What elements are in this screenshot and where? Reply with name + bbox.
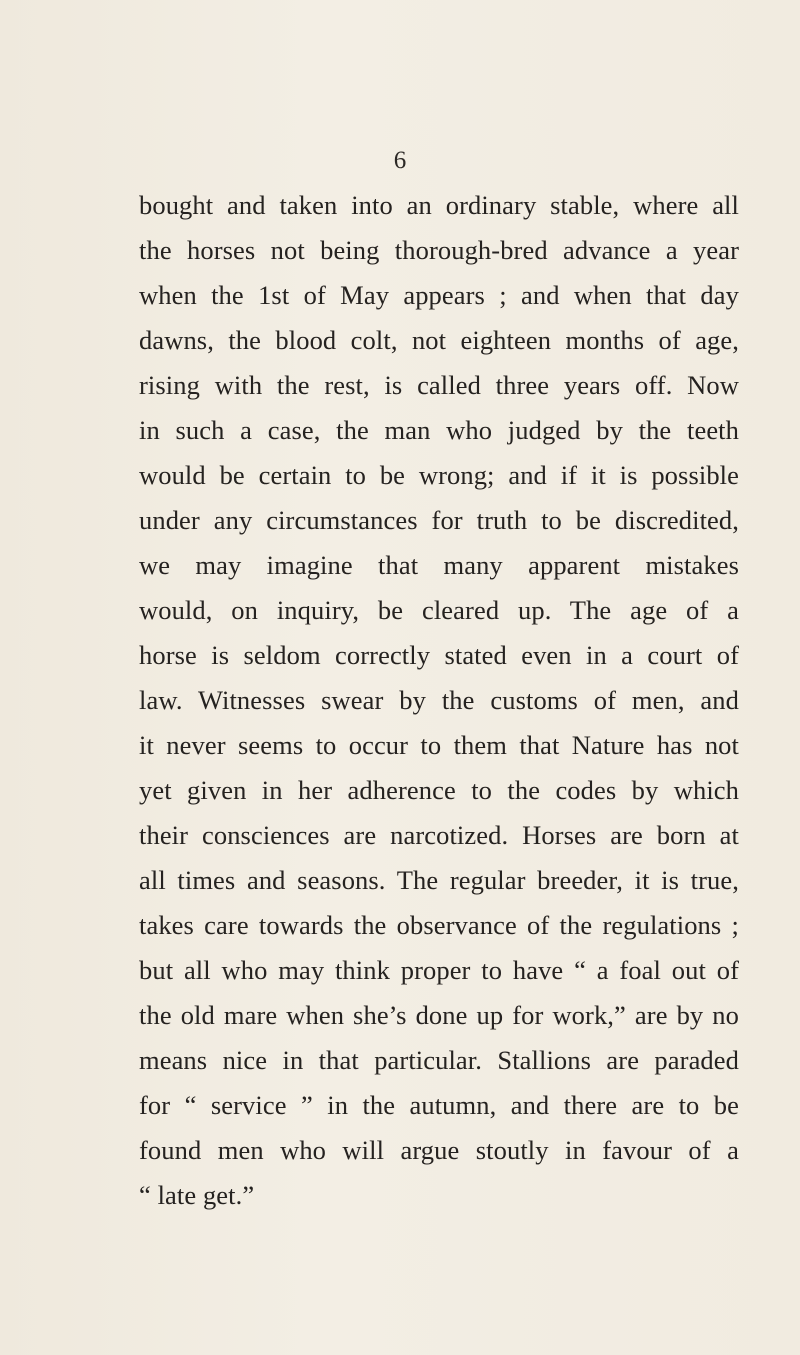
text-line: dawns, the blood colt, not eighteen months of age, — [139, 325, 739, 355]
text-line: but all who may think proper to have “ a foal out of — [139, 955, 739, 985]
text-line: found men who will argue stoutly in favour of a — [139, 1135, 739, 1165]
text-line: law. Witnesses swear by the customs of men, and — [139, 685, 739, 715]
text-line: horse is seldom correctly stated even in a court of — [139, 640, 739, 670]
text-line: in such a case, the man who judged by the teeth — [139, 415, 739, 445]
text-line: would, on inquiry, be cleared up. The age of a — [139, 595, 739, 625]
page-number: 6 — [393, 147, 407, 174]
text-line: the old mare when she’s done up for work,” are by no — [139, 1000, 739, 1030]
text-line: rising with the rest, is called three years off. Now — [139, 370, 739, 400]
text-line: means nice in that particular. Stallions are paraded — [139, 1045, 739, 1075]
text-line: their consciences are narcotized. Horses are born at — [139, 820, 739, 850]
text-line: takes care towards the observance of the regulations ; — [139, 910, 739, 940]
text-line: yet given in her adherence to the codes by which — [139, 775, 739, 805]
text-line: under any circumstances for truth to be discredited, — [139, 505, 739, 535]
text-line: all times and seasons. The regular breeder, it is true, — [139, 865, 739, 895]
text-line: the horses not being thorough-bred advance a year — [139, 235, 739, 265]
text-line: would be certain to be wrong; and if it is possible — [139, 460, 739, 490]
text-line: it never seems to occur to them that Nature has not — [139, 730, 739, 760]
text-line: when the 1st of May appears ; and when that day — [139, 280, 739, 310]
text-line: bought and taken into an ordinary stable, where all — [139, 190, 739, 220]
text-line-last: “ late get.” — [139, 1180, 255, 1210]
text-line: we may imagine that many apparent mistakes — [139, 550, 739, 580]
text-line: for “ service ” in the autumn, and there are to be — [139, 1090, 739, 1120]
